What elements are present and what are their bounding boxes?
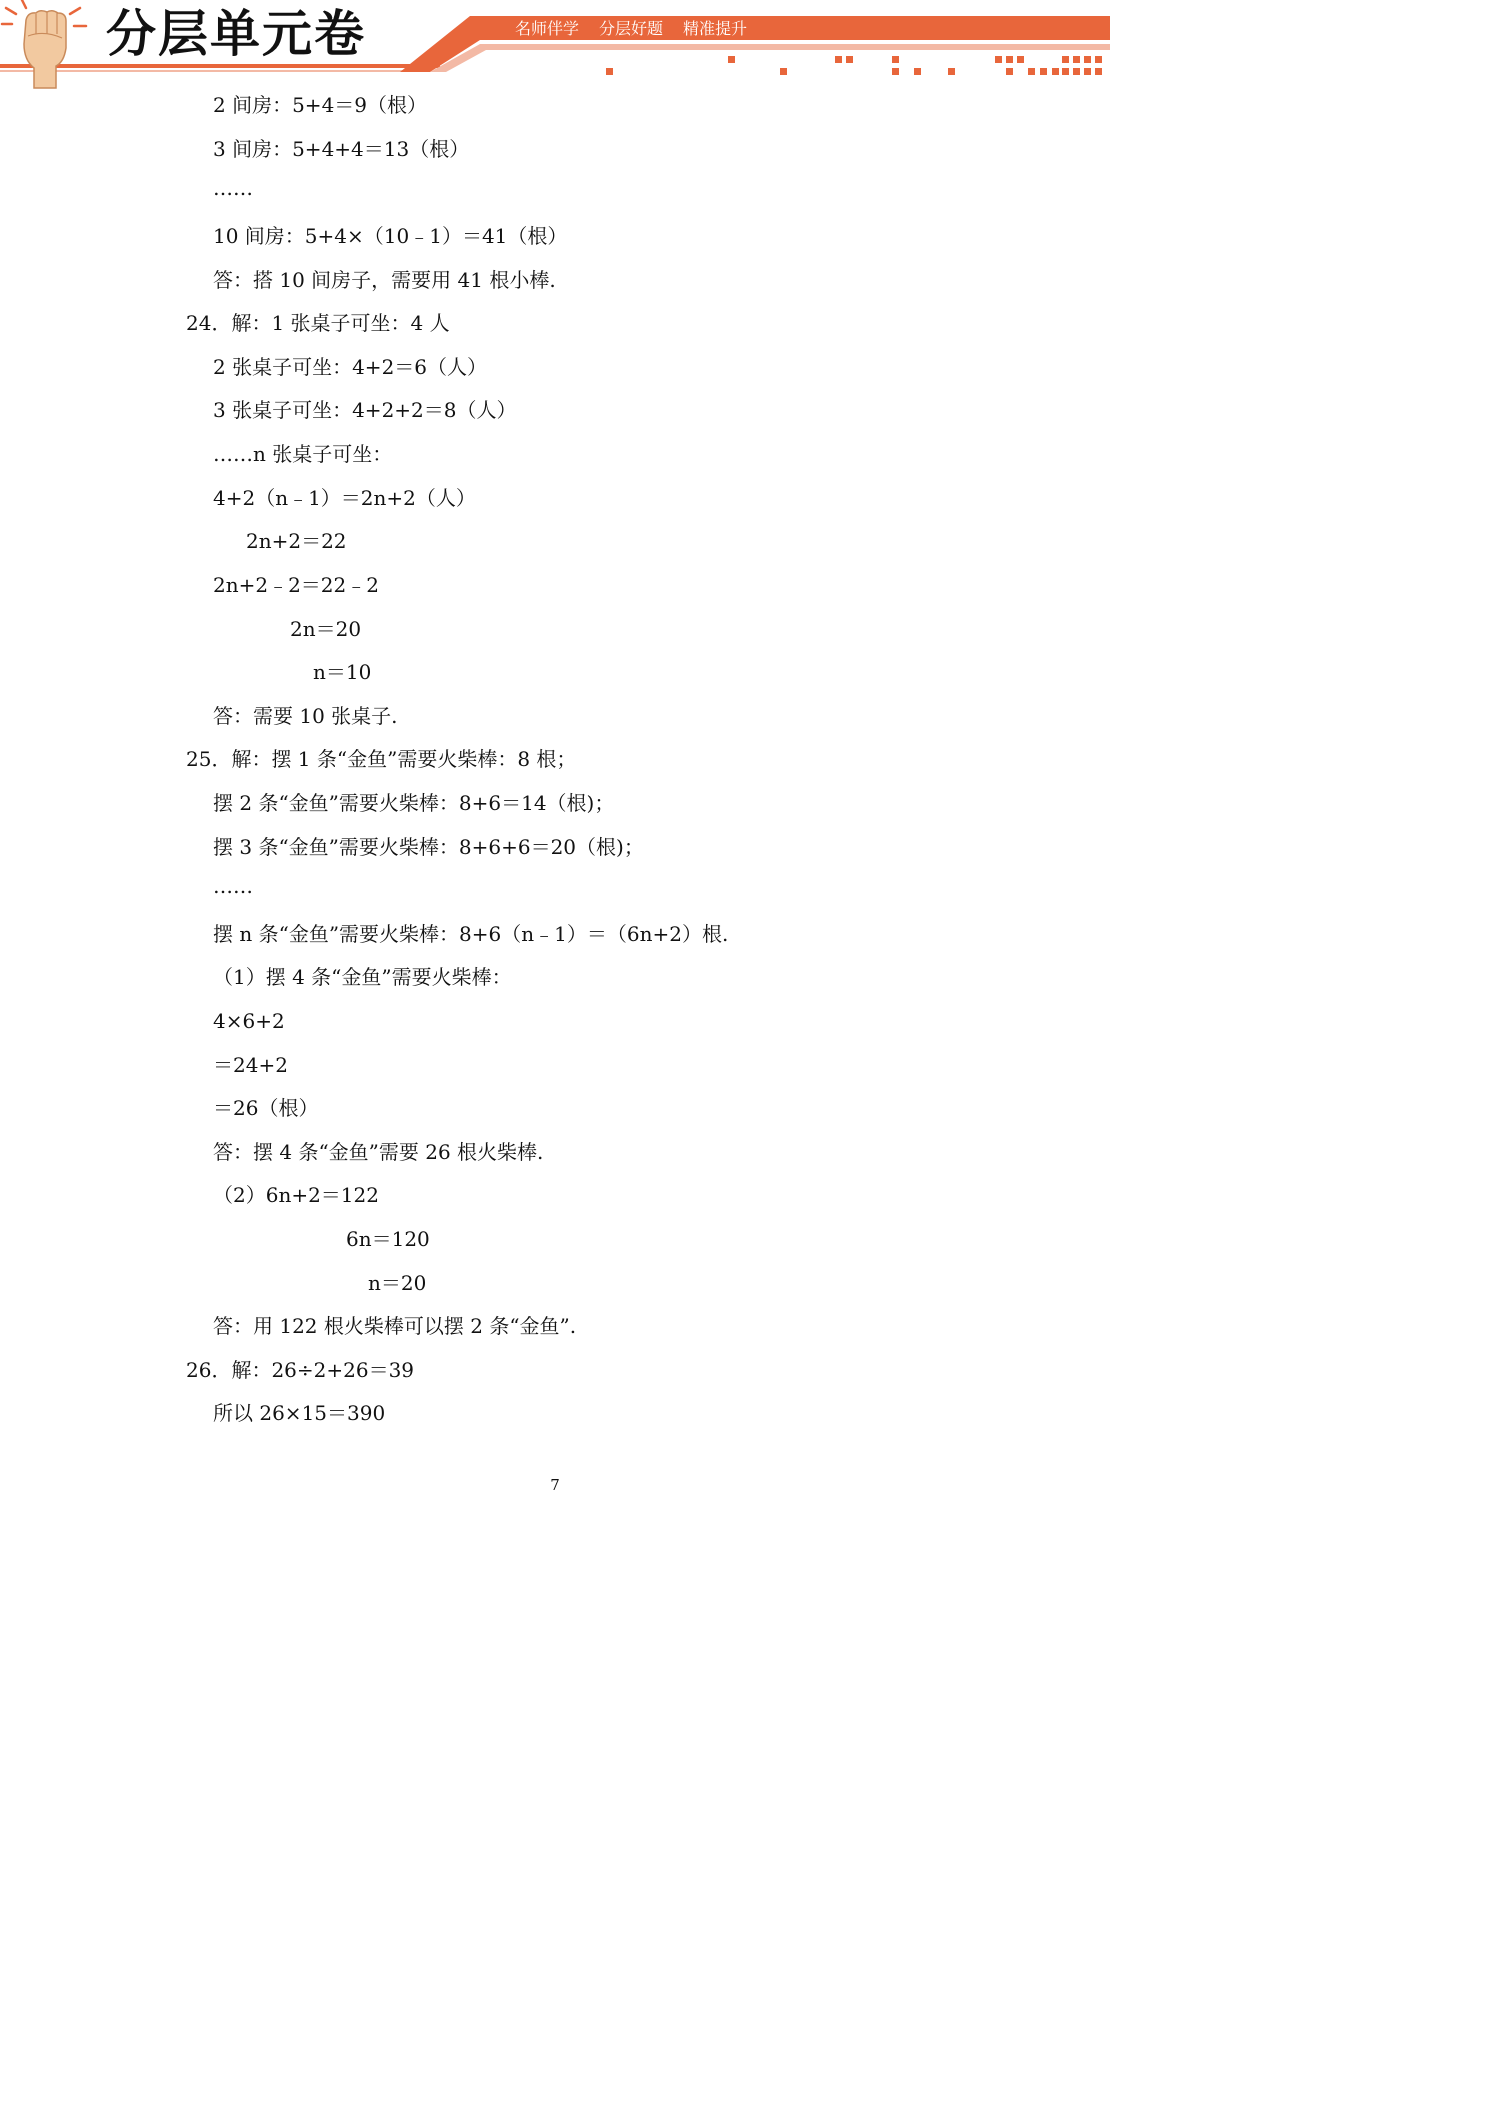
solution-line: 摆 n 条“金鱼”需要火柴棒：8+6（n﹣1）＝（6n+2）根.	[213, 922, 729, 946]
header-slogans	[515, 16, 747, 42]
equation-line: n＝10	[313, 660, 372, 684]
solution-line: 2 张桌子可坐：4+2＝6（人）	[213, 355, 488, 379]
raised-fist-icon	[0, 0, 88, 90]
slogan-text: 分层好题	[599, 19, 664, 38]
equation-line: 2n+2﹣2＝22﹣2	[213, 573, 379, 597]
answer-line: 答：搭 10 间房子，需要用 41 根小棒.	[213, 268, 556, 292]
equation-line: 4×6+2	[213, 1009, 285, 1033]
problem-heading: 24．解：1 张桌子可坐：4 人	[186, 311, 450, 335]
answer-line: 答：摆 4 条“金鱼”需要 26 根火柴棒.	[213, 1140, 544, 1164]
page-header	[0, 0, 1110, 92]
equation-line: n＝20	[368, 1271, 427, 1295]
solution-line: ……	[213, 176, 253, 200]
answer-line: 答：需要 10 张桌子.	[213, 704, 398, 728]
sub-question: （2）6n+2＝122	[213, 1183, 379, 1207]
equation-line: 2n＝20	[290, 617, 362, 641]
page-number: 7	[550, 1476, 560, 1494]
answer-line: 答：用 122 根火柴棒可以摆 2 条“金鱼”.	[213, 1314, 577, 1338]
slogan-text: 名师伴学	[515, 19, 580, 38]
equation-line: ＝24+2	[213, 1053, 288, 1077]
solution-line: 2 间房：5+4＝9（根）	[213, 93, 428, 117]
slogan-text: 精准提升	[683, 19, 748, 38]
solution-line: 摆 2 条“金鱼”需要火柴棒：8+6＝14（根)；	[213, 791, 615, 815]
sub-question: （1）摆 4 条“金鱼”需要火柴棒：	[213, 965, 512, 989]
problem-heading: 25．解：摆 1 条“金鱼”需要火柴棒：8 根；	[186, 747, 577, 771]
solution-line: 3 间房：5+4+4＝13（根）	[213, 137, 470, 161]
equation-line: ＝26（根）	[213, 1096, 319, 1120]
solution-line: ……	[213, 874, 253, 898]
solution-line: 10 间房：5+4×（10﹣1）＝41（根）	[213, 224, 568, 248]
brand-title: 分层单元卷	[106, 5, 366, 63]
solution-line: 3 张桌子可坐：4+2+2＝8（人）	[213, 398, 517, 422]
equation-line: 2n+2＝22	[246, 529, 347, 553]
solution-line: 4+2（n﹣1）＝2n+2（人）	[213, 486, 476, 510]
solution-line: ……n 张桌子可坐：	[213, 442, 393, 466]
solution-line: 所以 26×15＝390	[213, 1401, 386, 1425]
problem-heading: 26．解：26÷2+26＝39	[186, 1358, 415, 1382]
equation-line: 6n＝120	[346, 1227, 430, 1251]
solution-line: 摆 3 条“金鱼”需要火柴棒：8+6+6＝20（根)；	[213, 835, 644, 859]
